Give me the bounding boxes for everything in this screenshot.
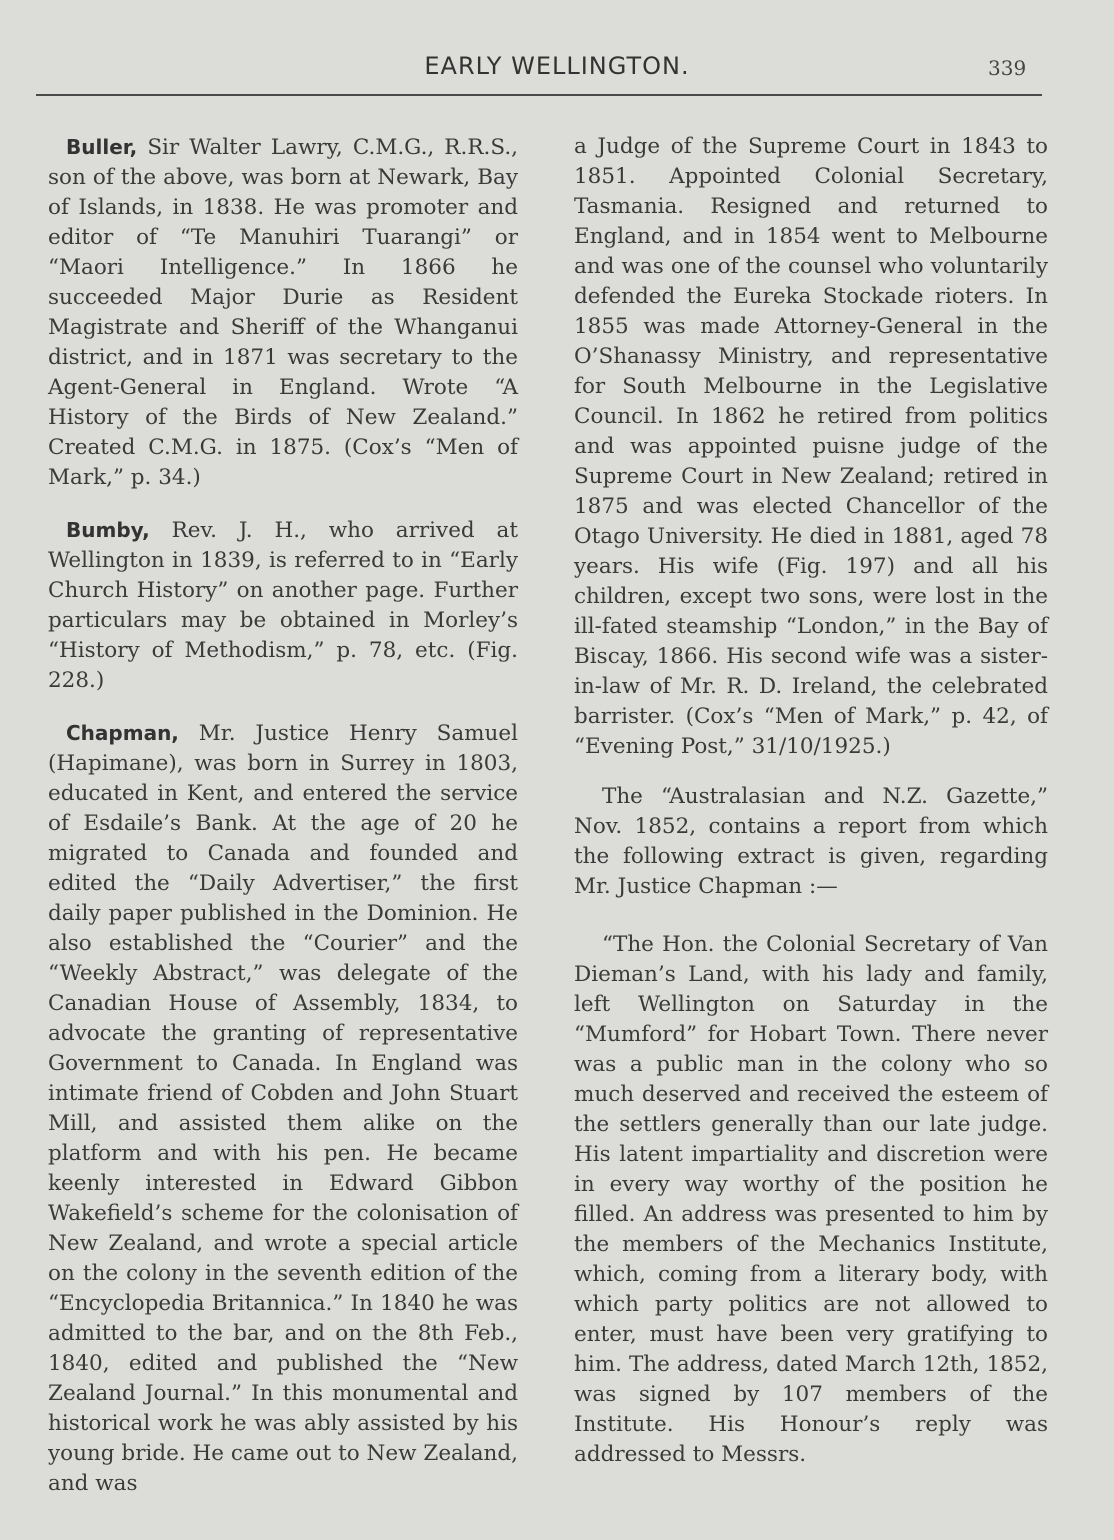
chapman-continuation: a Judge of the Supreme Court in 1843 to 1851. Appointed Colonial Secretary, Tasmania. Resigned and returned to England, and in 1854 went to Melbourne and was one of the counsel who voluntarily defended the Eureka Stockade rioters. In 1855 was made Attorney-General in the O’Shanassy Ministry, and representative for South Melbourne in the Legislative Council. In 1862 he retired from politics and was appointed puisne judge of the Supreme Court in New Zealand; retired in 1875 and was elected Chancellor of the Otago University. He died in 1881, aged 78 years. His wife (Fig. 197) and all his children, except two sons, were lost in the ill-fated steamship “London,” in the Bay of Biscay, 1866. His second wife was a sister-in-law of Mr. R. D. Ireland, the celebrated barrister. (Cox’s “Men of Mark,” p. 42, of “Evening Post,” 31/10/1925.) <box>574 134 1048 759</box>
entry-body: Sir Walter Lawry, C.M.G., R.R.S., son of the above, was born at Newark, Bay of Islands, in 1838. He was promoter and editor of “Te Manuhiri Tuarangi” or “Maori Intelligence.” In 1866 he succeeded Major Durie as Resident Magistrate and Sheriff of the Whanganui district, and in 1871 was secretary to the Agent-General in England. Wrote “A History of the Birds of New Zealand.” Created C.M.G. in 1875. (Cox’s “Men of Mark,” p. 34.) <box>48 135 518 490</box>
entry-head: Buller, <box>66 135 138 159</box>
entry-head: Chapman, <box>66 721 179 745</box>
page-number: 339 <box>988 56 1027 80</box>
running-head: EARLY WELLINGTON. <box>424 52 690 80</box>
entry-body: Rev. J. H., who arrived at Wellington in 1839, is referred to in “Early Church History” on another page. Further particulars may be obtained in Morley’s “History of Methodism,” p. 78, etc. (Fig. 228.) <box>48 518 519 693</box>
entry-bumby <box>48 515 518 696</box>
gazette-quote: “The Hon. the Colonial Secretary of Van Dieman’s Land, with his lady and family, left Wellington on Saturday in the “Mumford” for Hobart Town. There never was a public man in the colony who so much deserved and received the esteem of the settlers generally than our late judge. His latent impartiality and discretion were in every way worthy of the position he filled. An address was presented to him by the members of the Mechanics Institute, which, coming from a literary body, with which party politics are not allowed to enter, must have been very gratifying to him. The address, dated March 12th, 1852, was signed by 107 members of the Institute. His Honour’s reply was addressed to Messrs. <box>574 932 1048 1467</box>
right-column <box>574 132 1048 1490</box>
header-rule <box>36 94 1042 96</box>
entry-body: Mr. Justice Henry Samuel (Hapimane), was born in Surrey in 1803, educated in Kent, and entered the service of Esdaile’s Bank. At the age of 20 he migrated to Canada and founded and edited the “Daily Advertiser,” the first daily paper published in the Dominion. He also established the “Courier” and the “Weekly Abstract,” was delegate of the Canadian House of Assembly, 1834, to advocate the granting of representative Government to Canada. In England was intimate friend of Cobden and John Stuart Mill, and assisted them alike on the platform and with his pen. He became keenly interested in Edward Gibbon Wakefield’s scheme for the colonisation of New Zealand, and wrote a special article on the colony in the seventh edition of the “Encyclopedia Britannica.” In 1840 he was admitted to the bar, and on the 8th Feb., 1840, edited and published the “New Zealand Journal.” In this monumental and historical work he was ably assisted by his young bride. He came out to New Zealand, and was <box>48 721 518 1496</box>
entry-chapman <box>48 718 518 1499</box>
entry-head: Bumby, <box>66 518 150 542</box>
left-column <box>48 132 518 1521</box>
gazette-paragraph: The “Australasian and N.Z. Gazette,” Nov. 1852, contains a report from which the following extract is given, regarding Mr. Justice Chapman :— <box>574 784 1048 899</box>
entry-buller <box>48 132 518 493</box>
